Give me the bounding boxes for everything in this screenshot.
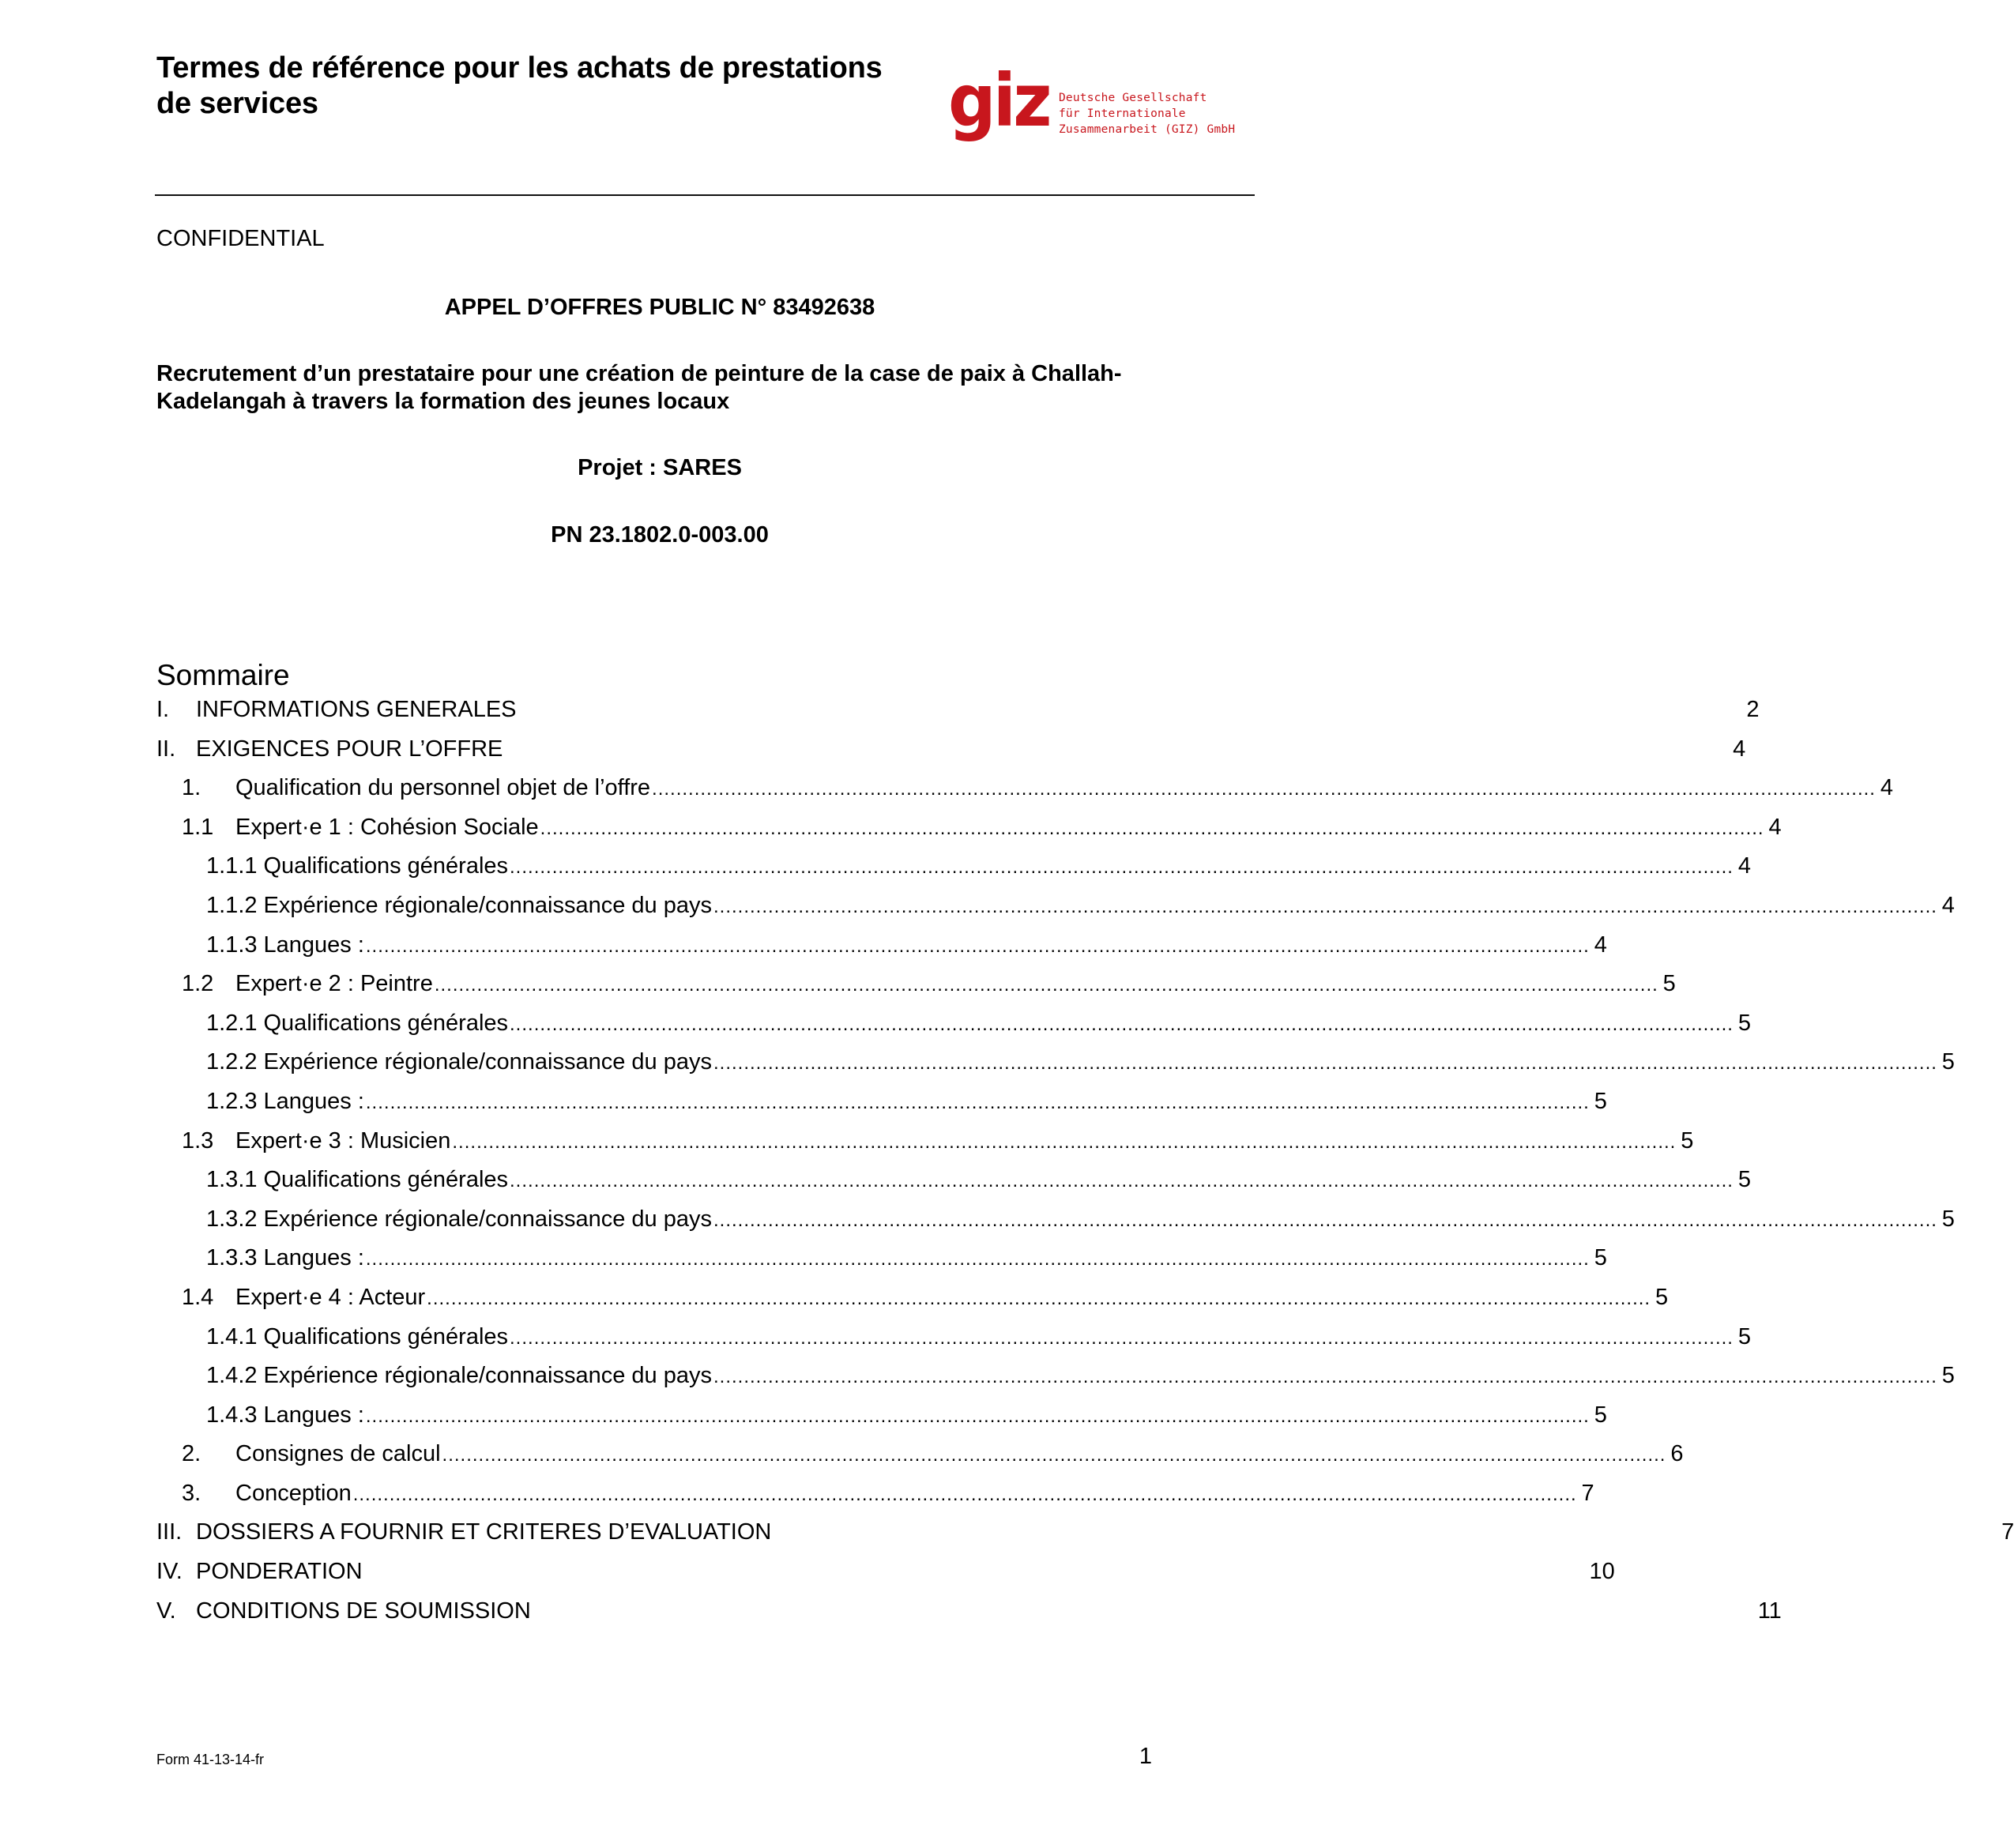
toc-entry-title: Expert·e 4 : Acteur	[235, 1284, 426, 1310]
toc-dot-leader: ..........................................................................................................................................................................................................	[510, 1170, 1734, 1192]
footer-form-code: Form 41-13-14-fr	[156, 1752, 265, 1767]
document-title	[156, 51, 883, 122]
header-divider	[155, 194, 1255, 196]
toc-dot-leader: ..........................................................................................................................................................................................................	[442, 1444, 1666, 1466]
toc-entry-page: 5	[1941, 1049, 1955, 1075]
footer-page-number: 1	[1139, 1744, 1152, 1769]
toc-dot-leader: ..........................................................................................................................................................................................................	[365, 1248, 1590, 1270]
project-name: Projet : SARES	[578, 455, 742, 480]
toc-entry-page: 5	[1594, 1245, 1607, 1271]
toc-entry-number: 1.4	[182, 1284, 214, 1310]
toc-entry-number: I.	[156, 697, 170, 722]
toc-entry-number: V.	[156, 1598, 176, 1624]
toc-entry-number: 1.1.1	[206, 853, 258, 879]
toc-entry-title: Expert·e 1 : Cohésion Sociale	[235, 814, 539, 840]
toc-entry-number: 1.2.3	[206, 1088, 258, 1114]
toc-entry-title: Langues :	[263, 932, 364, 958]
toc-entry-page: 4	[1941, 892, 1955, 918]
toc-entry-number: 1.3.3	[206, 1245, 258, 1271]
tender-number: APPEL D’OFFRES PUBLIC N° 83492638	[444, 295, 875, 320]
toc-entry-title: Expérience régionale/connaissance du pays	[263, 1206, 712, 1232]
toc-entry-page: 7	[2001, 1519, 2014, 1545]
toc-dot-leader: ..........................................................................................................................................................................................................	[510, 1013, 1734, 1035]
toc-entry-title: Expert·e 3 : Musicien	[235, 1127, 451, 1154]
toc-entry-number: 1.3.2	[206, 1206, 258, 1232]
toc-entry-number: II.	[156, 736, 176, 762]
toc-entry-page: 5	[1594, 1088, 1607, 1114]
toc-entry-title: EXIGENCES POUR L’OFFRE	[196, 736, 503, 762]
toc-entry-number: 1.4.3	[206, 1402, 258, 1428]
toc-entry-page: 5	[1737, 1167, 1751, 1193]
toc-entry-title: Qualifications générales	[263, 853, 509, 879]
toc-entry-page: 5	[1662, 971, 1676, 997]
project-number: PN 23.1802.0-003.00	[551, 522, 769, 548]
toc-entry[interactable]	[156, 891, 1955, 931]
toc-entry[interactable]	[156, 695, 1760, 735]
toc-entry[interactable]	[156, 813, 1782, 852]
toc-entry-page: 5	[1681, 1127, 1694, 1154]
toc-entry[interactable]	[156, 1557, 1615, 1597]
toc-entry-number: 1.1.2	[206, 892, 258, 918]
toc-dot-leader: ..........................................................................................................................................................................................................	[352, 1483, 1577, 1505]
toc-entry[interactable]	[156, 969, 1676, 1009]
toc-dot-leader: ..........................................................................................................................................................................................................	[510, 1327, 1734, 1349]
toc-entry-title: Langues :	[263, 1088, 364, 1114]
toc-entry-page: 4	[1768, 814, 1782, 840]
toc-entry-number: 1.2	[182, 971, 214, 997]
toc-entry-title: PONDERATION	[196, 1559, 363, 1585]
toc-dot-leader: ..........................................................................................................................................................................................................	[652, 778, 1876, 800]
toc-entry-title: DOSSIERS A FOURNIR ET CRITERES D’EVALUATION	[196, 1519, 772, 1545]
document-title-line-1: Termes de référence pour les achats de prestations	[156, 51, 883, 85]
toc-entry[interactable]	[156, 1323, 1751, 1362]
toc-entry[interactable]	[156, 1440, 1684, 1479]
toc-entry[interactable]	[156, 1048, 1955, 1087]
document-title-line-2: de services	[156, 87, 318, 120]
toc-entry-title: Qualifications générales	[263, 1323, 509, 1349]
giz-logo-mark: giz	[948, 58, 1049, 143]
toc-entry-number: 1.3	[182, 1127, 214, 1154]
toc-dot-leader: ..........................................................................................................................................................................................................	[365, 1091, 1590, 1113]
toc-entry[interactable]	[156, 1597, 1782, 1636]
toc-entry-number: IV.	[156, 1559, 183, 1585]
toc-entry-page: 5	[1941, 1206, 1955, 1232]
toc-entry[interactable]	[156, 852, 1751, 891]
toc-entry-number: 1.2.1	[206, 1010, 258, 1036]
giz-logo	[948, 58, 1248, 158]
toc-dot-leader: ..........................................................................................................................................................................................................	[452, 1131, 1677, 1153]
toc-entry-number: 1.4.1	[206, 1323, 258, 1349]
toc-entry[interactable]	[156, 931, 1607, 970]
toc-entry-page: 5	[1737, 1323, 1751, 1349]
logo-tagline-line: Zusammenarbeit (GIZ) GmbH	[1059, 123, 1236, 136]
toc-entry-title: INFORMATIONS GENERALES	[196, 697, 517, 722]
toc-entry-page: 5	[1654, 1284, 1669, 1310]
toc-entry-title: Consignes de calcul	[235, 1441, 441, 1467]
toc-entry-page: 10	[1589, 1559, 1615, 1585]
toc-entry[interactable]	[156, 1087, 1607, 1127]
toc-entry-title: Expérience régionale/connaissance du pays	[263, 892, 712, 918]
toc-entry-page: 7	[1581, 1480, 1594, 1506]
toc-entry[interactable]	[156, 1518, 2014, 1557]
toc-dot-leader: ..........................................................................................................................................................................................................	[713, 1366, 1937, 1388]
toc-heading: Sommaire	[156, 659, 290, 691]
logo-tagline-line: für Internationale	[1059, 107, 1186, 120]
toc-dot-leader: ..........................................................................................................................................................................................................	[713, 895, 1937, 917]
toc-dot-leader: ..........................................................................................................................................................................................................	[713, 1209, 1937, 1231]
toc-entry-number: 1.1.3	[206, 932, 258, 958]
toc-entry-page: 5	[1737, 1010, 1751, 1036]
toc-dot-leader: ..........................................................................................................................................................................................................	[365, 935, 1590, 957]
toc-entry-number: III.	[156, 1519, 183, 1545]
toc-entry[interactable]	[156, 773, 1893, 813]
toc-entry[interactable]	[156, 1127, 1694, 1166]
toc-entry[interactable]	[156, 1205, 1955, 1244]
toc-entry-page: 6	[1670, 1441, 1684, 1467]
toc-entry-title: Langues :	[263, 1402, 364, 1428]
toc-entry-page: 4	[1737, 853, 1751, 879]
toc-entry-title: Conception	[235, 1480, 352, 1506]
logo-tagline-line: Deutsche Gesellschaft	[1059, 92, 1207, 104]
toc-entry-number: 1.1	[182, 814, 214, 840]
toc-entry-number: 2.	[182, 1441, 201, 1467]
toc-entry[interactable]	[156, 1009, 1751, 1048]
toc-entry-page: 5	[1941, 1363, 1955, 1389]
toc-entry-title: Expérience régionale/connaissance du pays	[263, 1363, 712, 1389]
toc-entry-title: Expérience régionale/connaissance du pays	[263, 1049, 712, 1075]
toc-entry-number: 1.2.2	[206, 1049, 258, 1075]
toc-entry-page: 4	[1880, 775, 1893, 801]
toc-entry-number: 3.	[182, 1480, 201, 1506]
toc-entry-page: 4	[1733, 736, 1746, 762]
toc-entry-number: 1.	[182, 775, 201, 801]
toc-entry-page: 5	[1594, 1402, 1607, 1428]
toc-entry-page: 2	[1746, 697, 1760, 722]
toc-entry-title: Qualifications générales	[263, 1167, 509, 1193]
toc-entry-title: Expert·e 2 : Peintre	[235, 971, 433, 997]
toc-entry-title: Qualification du personnel objet de l’offre	[235, 775, 651, 801]
toc-dot-leader: ..........................................................................................................................................................................................................	[427, 1287, 1651, 1309]
tender-subject: Recrutement d’un prestataire pour une création de peinture de la case de paix à Challah-Kadelangah à travers la formation des jeunes locaux	[156, 361, 1122, 414]
toc-entry[interactable]	[156, 735, 1746, 774]
toc-entry[interactable]	[156, 1283, 1669, 1323]
toc-dot-leader: ..........................................................................................................................................................................................................	[365, 1405, 1590, 1427]
toc-entry[interactable]	[156, 1244, 1607, 1283]
toc-entry[interactable]	[156, 1401, 1607, 1440]
toc-entry[interactable]	[156, 1361, 1955, 1401]
toc-entry-title: Langues :	[263, 1245, 364, 1271]
toc-entry-page: 4	[1594, 932, 1607, 958]
toc-dot-leader: ..........................................................................................................................................................................................................	[510, 856, 1734, 879]
table-of-contents	[156, 695, 2014, 1635]
toc-entry[interactable]	[156, 1165, 1751, 1205]
toc-dot-leader: ..........................................................................................................................................................................................................	[713, 1052, 1937, 1075]
toc-entry-page: 11	[1757, 1598, 1782, 1624]
toc-dot-leader: ..........................................................................................................................................................................................................	[540, 817, 1764, 839]
toc-entry-title: Qualifications générales	[263, 1010, 509, 1036]
toc-dot-leader: ..........................................................................................................................................................................................................	[434, 974, 1658, 996]
toc-entry-number: 1.4.2	[206, 1363, 258, 1389]
toc-entry-title: CONDITIONS DE SOUMISSION	[196, 1598, 531, 1624]
toc-entry-number: 1.3.1	[206, 1167, 258, 1193]
toc-entry[interactable]	[156, 1479, 1594, 1519]
classification-label: CONFIDENTIAL	[156, 226, 325, 251]
giz-logo-tagline	[1059, 90, 1235, 137]
